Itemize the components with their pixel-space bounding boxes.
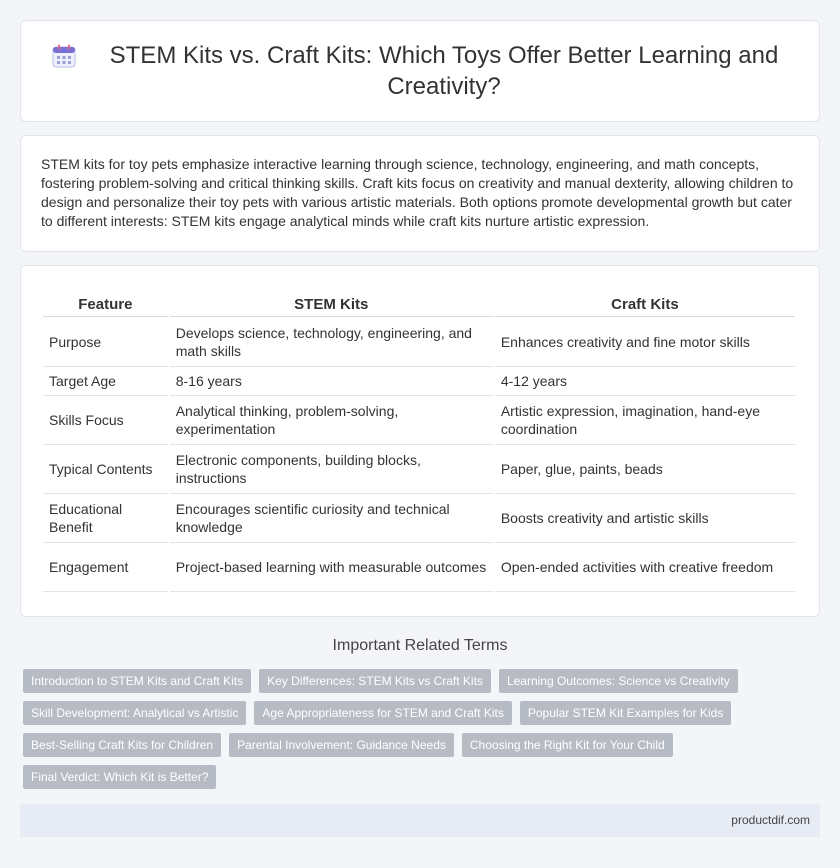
page-title: STEM Kits vs. Craft Kits: Which Toys Offer Better Learning and Creativity? — [109, 42, 779, 100]
stem-cell: Encourages scientific curiosity and technical knowledge — [170, 494, 493, 543]
footer — [20, 804, 820, 837]
craft-cell: Paper, glue, paints, beads — [495, 445, 795, 494]
table-row — [43, 396, 795, 445]
related-term-tag[interactable]: Best-Selling Craft Kits for Children — [23, 733, 221, 757]
feature-cell: Typical Contents — [43, 445, 168, 494]
related-term-tag[interactable]: Final Verdict: Which Kit is Better? — [23, 765, 216, 789]
intro-card — [20, 135, 820, 252]
header-craft-kits: Craft Kits — [495, 291, 795, 317]
table-header-row — [43, 291, 795, 317]
craft-cell: Boosts creativity and artistic skills — [495, 494, 795, 543]
related-term-tag[interactable]: Popular STEM Kit Examples for Kids — [520, 701, 731, 725]
table-row — [43, 367, 795, 396]
craft-cell: Enhances creativity and fine motor skills — [495, 317, 795, 367]
table-row — [43, 494, 795, 543]
craft-cell: 4-12 years — [495, 367, 795, 396]
comparison-table — [41, 291, 797, 592]
feature-cell: Engagement — [43, 543, 168, 592]
stem-cell: Analytical thinking, problem-solving, experimentation — [170, 396, 493, 445]
calendar-icon — [51, 43, 77, 69]
craft-cell: Open-ended activities with creative freedom — [495, 543, 795, 592]
related-term-tag[interactable]: Introduction to STEM Kits and Craft Kits — [23, 669, 251, 693]
table-row — [43, 543, 795, 592]
related-term-tag[interactable]: Choosing the Right Kit for Your Child — [462, 733, 673, 757]
related-term-tag[interactable]: Learning Outcomes: Science vs Creativity — [499, 669, 738, 693]
stem-cell: Project-based learning with measurable outcomes — [170, 543, 493, 592]
craft-cell: Artistic expression, imagination, hand-eye coordination — [495, 396, 795, 445]
feature-cell: Educational Benefit — [43, 494, 168, 543]
related-term-tag[interactable]: Skill Development: Analytical vs Artistic — [23, 701, 246, 725]
related-term-tag[interactable]: Age Appropriateness for STEM and Craft Kits — [254, 701, 511, 725]
comparison-card — [20, 265, 820, 617]
feature-cell: Skills Focus — [43, 396, 168, 445]
table-row — [43, 445, 795, 494]
header-feature: Feature — [43, 291, 168, 317]
intro-text: STEM kits for toy pets emphasize interactive learning through science, technology, engineering, and math concepts, fostering problem-solving and critical thinking skills. Craft kits focus on creativity and manual dexterity, allowing children to design and personalize their toy pets with various artistic materials. Both options promote developmental growth but cater to different interests: STEM kits engage analytical minds while craft kits nurture artistic expression. — [41, 156, 794, 229]
header-card — [20, 20, 820, 122]
feature-cell: Target Age — [43, 367, 168, 396]
title-wrap — [51, 40, 789, 102]
footer-site[interactable]: productdif.com — [731, 813, 810, 827]
header-stem-kits: STEM Kits — [170, 291, 493, 317]
related-terms-list — [23, 669, 803, 797]
feature-cell: Purpose — [43, 317, 168, 367]
related-term-tag[interactable]: Parental Involvement: Guidance Needs — [229, 733, 454, 757]
related-terms-title: Important Related Terms — [332, 637, 508, 654]
stem-cell: Electronic components, building blocks, instructions — [170, 445, 493, 494]
table-row — [43, 317, 795, 367]
stem-cell: Develops science, technology, engineering, and math skills — [170, 317, 493, 367]
stem-cell: 8-16 years — [170, 367, 493, 396]
related-term-tag[interactable]: Key Differences: STEM Kits vs Craft Kits — [259, 669, 491, 693]
